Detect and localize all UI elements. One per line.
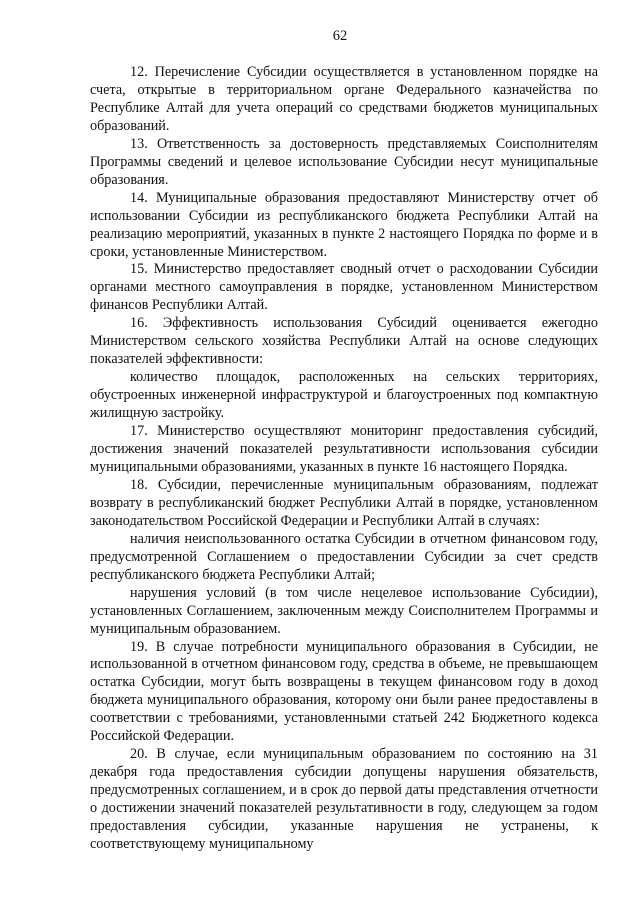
paragraph-13: 13. Ответственность за достоверность представляемых Соисполнителям Программы сведений и целевое использование Субсидии несут муниципальные образования. [90,135,598,188]
paragraph-14: 14. Муниципальные образования предоставляют Министерству отчет об использовании Субсидии из республиканского бюджета Республики Алтай на реализацию мероприятий, указанных в пункте 2 настоящего Порядка по форме и в сроки, установленные Министерством. [90,189,598,260]
paragraph-19: 19. В случае потребности муниципального образования в Субсидии, не использованной в отчетном финансовом году, средства в объеме, не превышающем остатка Субсидии, могут быть возвращены в текущем финансовом году в доход бюджета муниципального образования, которому они были ранее предоставлены в соответствии с требованиями, установленными статьей 242 Бюджетного кодекса Российской Федерации. [90,638,598,745]
document-body [90,64,598,854]
paragraph-16-indicator: количество площадок, расположенных на сельских территориях, обустроенных инженерной инфраструктурой и благоустроенных под компактную жилищную застройку. [90,369,598,422]
paragraph-15: 15. Министерство предоставляет сводный отчет о расходовании Субсидии органами местного самоуправления в порядке, установленном Министерством финансов Республики Алтай. [90,261,598,314]
paragraph-12: 12. Перечисление Субсидии осуществляется в установленном порядке на счета, открытые в территориальном органе Федерального казначейства по Республике Алтай для учета операций со средствами бюджетов муниципальных образований. [90,64,598,134]
paragraph-20: 20. В случае, если муниципальным образованием по состоянию на 31 декабря года предоставления субсидии допущены нарушения обязательств, предусмотренных соглашением, и в срок до первой даты представления отчетности о достижении значений показателей результативности в году, следующем за годом предоставления субсидии, указанные нарушения не устранены, к соответствующему муниципальному [90,746,598,852]
paragraph-18-case-2: нарушения условий (в том числе нецелевое использование Субсидии), установленных Соглашением, заключенным между Соисполнителем Программы и муниципальным образованием. [90,584,598,637]
paragraph-18-case-1: наличия неиспользованного остатка Субсидии в отчетном финансовом году, предусмотренной Соглашением о предоставлении Субсидии за счет средств республиканского бюджета Республики Алтай; [90,530,598,583]
paragraph-16: 16. Эффективность использования Субсидий оценивается ежегодно Министерством сельского хозяйства Республики Алтай на основе следующих показателей эффективности: [90,315,598,368]
page-number: 62 [332,28,348,44]
paragraph-18: 18. Субсидии, перечисленные муниципальным образованиям, подлежат возврату в республиканский бюджет Республики Алтай в порядке, установленном законодательством Российской Федерации и Республики Алтай в случаях: [90,476,598,529]
paragraph-17: 17. Министерство осуществляют мониторинг предоставления субсидий, достижения значений показателей результативности использования субсидии муниципальными образованиями, указанных в пункте 16 настоящего Порядка. [90,423,598,475]
